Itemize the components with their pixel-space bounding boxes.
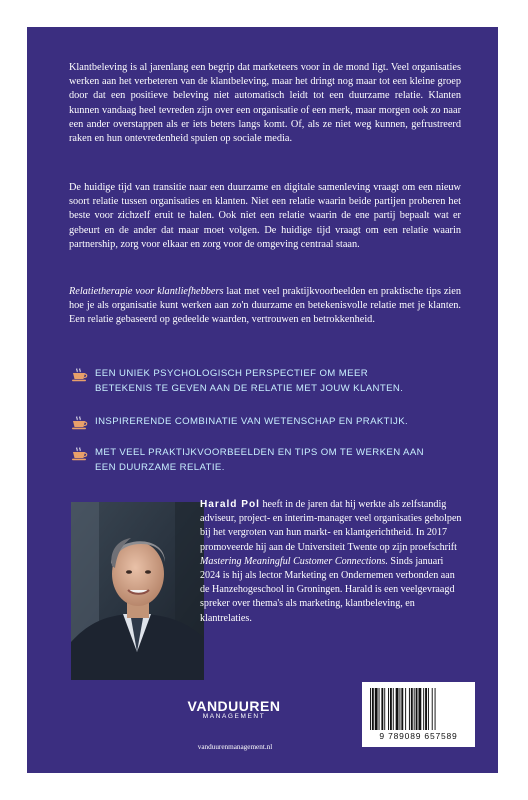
context-paragraph: De huidige tijd van transitie naar een duurzame en digitale samenleving vraagt om een nieuw soort relatie tussen organisaties en klanten. Niet een relatie waarin beide partijen proberen het beste voor zichzelf eruit te halen. Ook niet een relatie waarin de ene partij bepaalt wat er gebeurt en de ander dat maar moet volgen. De huidige tijd vraagt om een relatie waarin partnership, zorg voor elkaar en zorg voor de omgeving centraal staan. [69,182,461,250]
author-photo [71,502,204,680]
bullet-item [71,446,425,475]
book-summary-paragraph [69,285,461,328]
book-summary-text: laat met veel praktijkvoorbeelden en praktische tips zien hoe je als organisatie kunt werken aan zo'n duurzame en betekenisvolle relatie met je klanten. Een relatie gebaseerd op gedeelde waarden, vertrouwen en betrokkenheid. [69,286,461,326]
barcode [362,682,475,747]
bullet-text: EEN UNIEK PSYCHOLOGISCH PERSPECTIEF OM MEER BETEKENIS TE GEVEN AAN DE RELATIE MET JOUW KLANTEN. [95,368,404,394]
book-title: Relatietherapie voor klantliefhebbers [69,286,224,297]
barcode-bars [370,688,467,732]
back-cover [27,27,498,773]
bullet-item [71,367,425,396]
thesis-title: Mastering Meaningful Customer Connections. [200,555,388,567]
coffee-cup-icon [71,447,89,461]
author-bio-text: heeft in de jaren dat hij werkte als zelfstandig adviseur, project- en interim-manager veel organisaties geholpen bij het vergroten van hun markt- en klantgerichtheid. In 2017 promoveerde hij aan de Universiteit Twente op zijn proefschrift [200,499,462,553]
publisher-url: vanduurenmanagement.nl [197,743,273,751]
bullet-text: MET VEEL PRAKTIJKVOORBEELDEN EN TIPS OM TE WERKEN AAN EEN DUURZAME RELATIE. [95,447,424,473]
bullet-text: INSPIRERENDE COMBINATIE VAN WETENSCHAP EN PRAKTIJK. [95,416,409,427]
author-bio-text-cont: Sinds januari 2024 is hij als lector Marketing en Ondernemen verbonden aan de Hanzehogeschool in Groningen. Harald is een veelgevraagd spreker over thema's als marketing, klantbeleving, en klantrelaties. [200,555,455,624]
coffee-cup-icon [71,368,89,382]
intro-paragraph: Klantbeleving is al jarenlang een begrip dat marketeers voor in de mond ligt. Veel organisaties werken aan het verbeteren van de klantbeleving, maar het dringt nog maar tot een kleine groep door dat een positieve beleving niet automatisch leidt tot een duurzame relatie. Klanten kunnen vandaag heel tevreden zijn over een organisatie of een merk, maar morgen ook zo naar een ander overstappen als er iets beters langs komt. Of, als ze niet weg kunnen, gefrustreerd raken en hun ontevredenheid spuien op sociale media. [69,62,461,145]
publisher-name: VANDUUREN [187,698,281,714]
author-name: Harald Pol [200,499,260,510]
publisher-sub: MANAGEMENT [202,713,266,720]
author-bio [200,498,462,626]
coffee-cup-icon [71,416,89,430]
publisher-logo [179,698,289,720]
bullet-item [71,415,425,430]
isbn-number: 9 789089 657589 [379,731,458,741]
